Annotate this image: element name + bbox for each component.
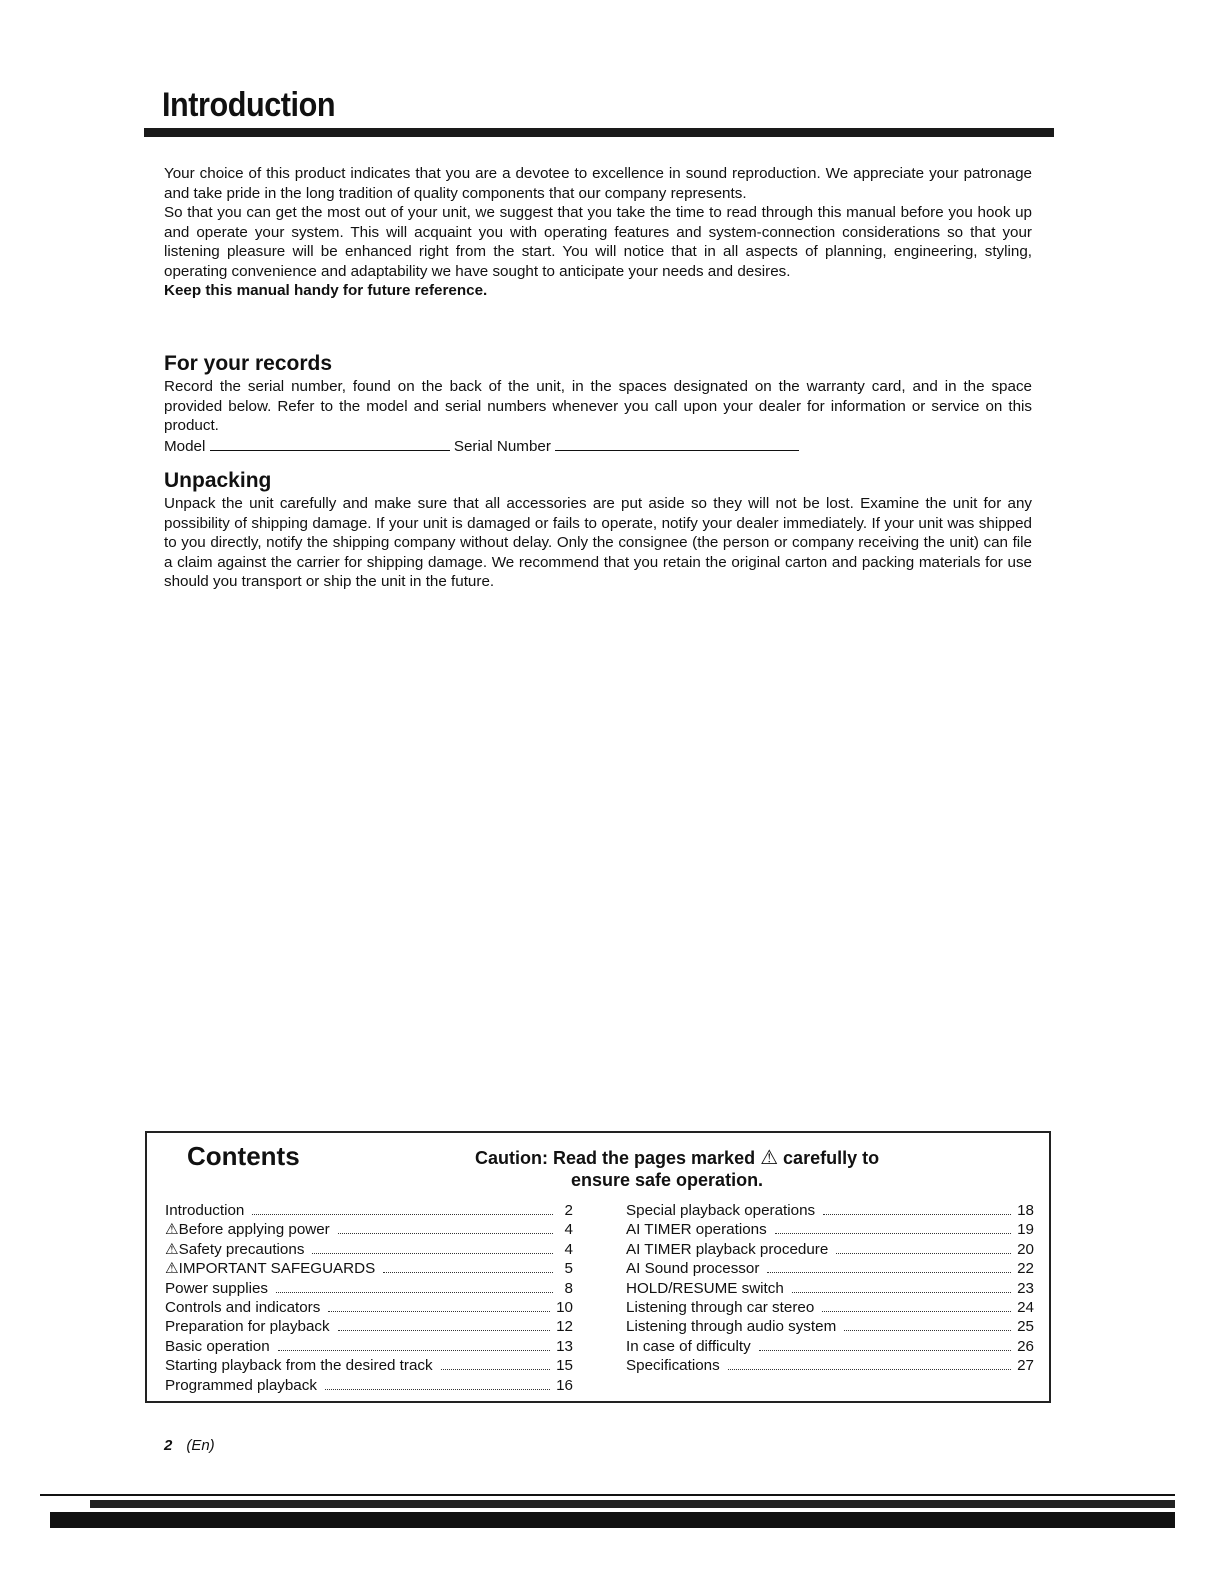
toc-leader [278, 1350, 550, 1351]
caution-text-2: carefully to [783, 1148, 880, 1168]
keep-manual-note: Keep this manual handy for future reference. [164, 282, 488, 299]
toc-entry-label: ⚠Before applying power [165, 1221, 330, 1239]
toc-entry[interactable] [165, 1317, 573, 1336]
toc-leader [338, 1233, 553, 1234]
scan-edge-line [40, 1494, 1175, 1496]
toc-leader [767, 1272, 1011, 1273]
toc-entry[interactable] [626, 1356, 1034, 1375]
toc-entry-label: Listening through audio system [626, 1318, 837, 1336]
toc-leader [728, 1369, 1011, 1370]
serial-number-label: Serial Number [453, 438, 551, 455]
toc-entry[interactable] [626, 1201, 1034, 1220]
toc-entry[interactable] [165, 1220, 573, 1239]
unpacking-paragraph: Unpack the unit carefully and make sure that all accessories are put aside so they will not be lost. Examine the unit for any possibility of shipping damage. If your unit is damaged or fails to operate, notify your dealer immediately. If your unit was shipped to you directly, notify the shipping company without delay. Only the consignee (the person or company receiving the unit) can file a claim against the carrier for shipping damage. We recommend that you retain the original carton and packing materials for use should you transport or ship the unit in the future. [164, 495, 1032, 590]
intro-body [164, 164, 1032, 301]
toc-entry-page: 23 [1017, 1279, 1034, 1297]
toc-entry-page: 2 [564, 1202, 573, 1219]
toc-entry-label: Introduction [165, 1202, 245, 1219]
caution-text-3: ensure safe operation. [571, 1170, 764, 1190]
records-fields [164, 436, 799, 456]
caution-prefix: Caution: [475, 1148, 548, 1168]
toc-entry-page: 19 [1017, 1221, 1034, 1239]
toc-leader [836, 1253, 1011, 1254]
toc-leader [792, 1292, 1011, 1293]
toc-entry-label: Controls and indicators [165, 1299, 321, 1317]
toc-entry[interactable] [626, 1279, 1034, 1298]
page-title: Introduction [162, 86, 336, 124]
toc-entry[interactable] [626, 1298, 1034, 1317]
scan-edge-bar-thick [50, 1512, 1175, 1528]
caution-note [475, 1147, 879, 1191]
toc-leader [441, 1369, 551, 1370]
toc-entry-page: 12 [556, 1318, 573, 1336]
toc-entry[interactable] [626, 1240, 1034, 1259]
toc-leader [312, 1253, 553, 1254]
toc-leader [328, 1311, 550, 1312]
toc-entry[interactable] [165, 1376, 573, 1395]
unpacking-heading: Unpacking [164, 469, 272, 492]
warning-triangle-icon: ⚠ [760, 1147, 779, 1169]
toc-leader [252, 1214, 553, 1215]
toc-entry-label: Listening through car stereo [626, 1299, 815, 1317]
toc-leader [759, 1350, 1011, 1351]
toc-entry-label: Special playback operations [626, 1202, 816, 1219]
toc-entry[interactable] [165, 1201, 573, 1220]
toc-leader [823, 1214, 1011, 1215]
toc-entry-page: 4 [564, 1240, 573, 1258]
toc-entry-label: Programmed playback [165, 1376, 317, 1394]
caution-text-1: Read the pages marked [553, 1148, 756, 1168]
scan-edge-bar [90, 1500, 1175, 1508]
toc-entry-label: Specifications [626, 1357, 720, 1375]
toc-entry-label: Starting playback from the desired track [165, 1357, 433, 1375]
toc-entry-label: ⚠IMPORTANT SAFEGUARDS [165, 1260, 376, 1278]
toc-entry-page: 22 [1017, 1260, 1034, 1278]
toc-entry[interactable] [626, 1220, 1034, 1239]
title-rule [144, 128, 1054, 137]
contents-box [145, 1131, 1051, 1403]
toc-entry-page: 25 [1017, 1318, 1034, 1336]
toc-entry-label: AI Sound processor [626, 1260, 760, 1278]
toc-entry[interactable] [165, 1356, 573, 1375]
toc-right-column [626, 1201, 1034, 1376]
toc-leader [822, 1311, 1011, 1312]
model-label: Model [164, 438, 206, 455]
toc-entry-label: ⚠Safety precautions [165, 1240, 305, 1258]
toc-entry[interactable] [626, 1317, 1034, 1336]
toc-entry[interactable] [165, 1259, 573, 1278]
toc-entry-page: 24 [1017, 1299, 1034, 1317]
toc-entry-label: HOLD/RESUME switch [626, 1279, 784, 1297]
toc-entry[interactable] [165, 1279, 573, 1298]
toc-entry-page: 5 [564, 1260, 573, 1278]
records-heading: For your records [164, 352, 333, 375]
toc-left-column [165, 1201, 573, 1395]
toc-entry-page: 18 [1017, 1202, 1034, 1219]
intro-paragraph-2: So that you can get the most out of your unit, we suggest that you take the time to read through this manual before you hook up and operate your system. This will acquaint you with operating features and system-connection considerations so that your listening pleasure will be enhanced right from the start. You will notice that in all aspects of planning, engineering, styling, operating convenience and adaptability we have sought to anticipate your needs and desires. [164, 204, 1032, 280]
records-paragraph: Record the serial number, found on the back of the unit, in the spaces designated on the warranty card, and in the space provided below. Refer to the model and serial numbers whenever you call upon your dealer for information or service on this product. [164, 378, 1032, 434]
toc-entry[interactable] [165, 1298, 573, 1317]
toc-entry[interactable] [165, 1337, 573, 1356]
toc-entry-page: 27 [1017, 1357, 1034, 1375]
intro-paragraph-1: Your choice of this product indicates that you are a devotee to excellence in sound reproduction. We appreciate your patronage and take pride in the long tradition of quality components that our company represents. [164, 165, 1032, 202]
toc-entry[interactable] [165, 1240, 573, 1259]
toc-entry-page: 20 [1017, 1240, 1034, 1258]
toc-leader [775, 1233, 1011, 1234]
toc-entry-label: Basic operation [165, 1337, 270, 1355]
toc-leader [844, 1330, 1011, 1331]
toc-entry-label: In case of difficulty [626, 1337, 751, 1355]
language-code: (En) [186, 1437, 215, 1454]
toc-entry-page: 15 [556, 1357, 573, 1375]
toc-entry[interactable] [626, 1259, 1034, 1278]
toc-entry-page: 8 [564, 1279, 573, 1297]
toc-entry[interactable] [626, 1337, 1034, 1356]
toc-entry-label: Preparation for playback [165, 1318, 330, 1336]
model-blank [210, 436, 450, 451]
toc-leader [383, 1272, 553, 1273]
page-footer [164, 1437, 215, 1454]
toc-entry-label: AI TIMER playback procedure [626, 1240, 829, 1258]
toc-entry-label: Power supplies [165, 1279, 268, 1297]
toc-entry-page: 16 [556, 1376, 573, 1394]
toc-entry-page: 4 [564, 1221, 573, 1239]
toc-entry-page: 26 [1017, 1337, 1034, 1355]
unpacking-text [164, 494, 1032, 592]
toc-leader [276, 1292, 553, 1293]
toc-entry-page: 10 [556, 1299, 573, 1317]
toc-leader [325, 1389, 550, 1390]
toc-entry-label: AI TIMER operations [626, 1221, 767, 1239]
serial-number-blank [555, 436, 799, 451]
toc-leader [338, 1330, 550, 1331]
records-text [164, 377, 1032, 436]
contents-title: Contents [187, 1141, 300, 1171]
page-number: 2 [164, 1437, 173, 1454]
toc-entry-page: 13 [556, 1337, 573, 1355]
